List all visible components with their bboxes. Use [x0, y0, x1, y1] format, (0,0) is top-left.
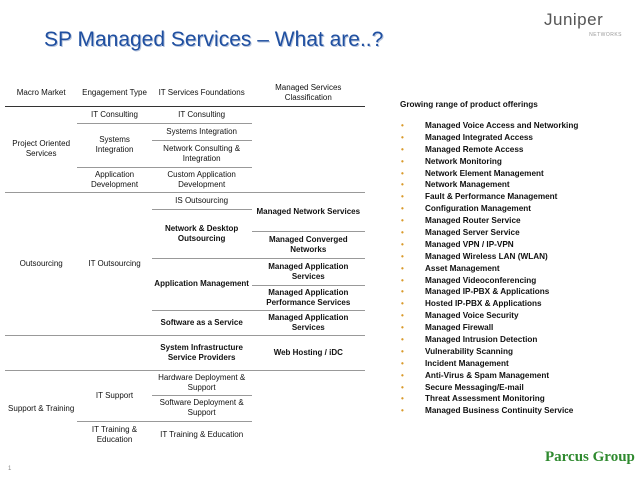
- bullet-icon: •: [401, 299, 404, 309]
- logo-sub: NETWORKS: [589, 32, 622, 38]
- bullet-icon: •: [401, 406, 404, 416]
- bullet-icon: •: [401, 228, 404, 238]
- foundation-custom-application-development: Custom Application Development: [152, 167, 252, 192]
- bullet-icon: •: [401, 287, 404, 297]
- foundation-network-consulting: Network Consulting & Integration: [152, 140, 252, 167]
- bullet-icon: •: [401, 180, 404, 190]
- offering-label: Managed Router Service: [425, 216, 521, 226]
- bullet-icon: •: [401, 132, 404, 142]
- bullet-icon: •: [401, 346, 404, 356]
- offering-label: Managed Server Service: [425, 228, 520, 238]
- offering-item: [398, 358, 638, 370]
- classification-web-hosting: Web Hosting / iDC: [252, 335, 365, 370]
- engagement-it-training: IT Training & Education: [91, 424, 138, 444]
- bullet-icon: •: [401, 394, 404, 404]
- header-engagement-type: Engagement Type: [82, 87, 147, 97]
- services-table: [5, 80, 365, 448]
- offering-item: [398, 132, 638, 144]
- classification-managed-application-services-2: Managed Application Services: [252, 310, 365, 335]
- bullet-icon: •: [401, 156, 404, 166]
- offering-item: [398, 310, 638, 322]
- offering-item: [398, 346, 638, 358]
- bullet-icon: •: [401, 121, 404, 130]
- offering-item: [398, 239, 638, 251]
- bullet-icon: •: [401, 311, 404, 321]
- offering-label: Managed Intrusion Detection: [425, 335, 538, 345]
- foundation-systems-integration: Systems Integration: [152, 123, 252, 140]
- offering-item: [398, 382, 638, 394]
- offering-item: [398, 156, 638, 168]
- offering-item: [398, 298, 638, 310]
- offering-item: [398, 275, 638, 287]
- offering-item: [398, 263, 638, 275]
- offering-item: [398, 179, 638, 191]
- offering-item: [398, 120, 638, 132]
- offering-item: [398, 215, 638, 227]
- bullet-icon: •: [401, 144, 404, 154]
- offering-item: [398, 286, 638, 298]
- offering-item: [398, 251, 638, 263]
- engagement-it-outsourcing: IT Outsourcing: [77, 192, 151, 335]
- offering-label: Managed Voice Security: [425, 311, 519, 321]
- offering-label: Managed Videoconferencing: [425, 275, 537, 285]
- offering-label: Network Element Management: [425, 168, 544, 178]
- header-managed-services-classification: Managed Services Classification: [275, 82, 342, 102]
- macro-support-training: Support & Training: [8, 404, 75, 414]
- offering-item: [398, 405, 638, 417]
- classification-blank: [252, 106, 365, 192]
- offering-item: [398, 227, 638, 239]
- logo-word: Juniper: [544, 10, 604, 29]
- offering-label: Fault & Performance Management: [425, 192, 558, 202]
- offering-label: Managed IP-PBX & Applications: [425, 287, 550, 297]
- bullet-icon: •: [401, 335, 404, 345]
- bullet-icon: •: [401, 192, 404, 202]
- macro-outsourcing: Outsourcing: [5, 192, 77, 335]
- bullet-icon: •: [401, 358, 404, 368]
- offering-label: Configuration Management: [425, 204, 531, 214]
- offering-label: Hosted IP-PBX & Applications: [425, 299, 542, 309]
- bullet-icon: •: [401, 382, 404, 392]
- foundation-software-deployment: Software Deployment & Support: [152, 395, 252, 421]
- offerings-heading: Growing range of product offerings: [400, 100, 538, 109]
- offering-item: [398, 191, 638, 203]
- foundation-is-outsourcing: IS Outsourcing: [152, 192, 252, 209]
- foundation-software-as-a-service: Software as a Service: [152, 310, 252, 335]
- foundation-application-management: Application Management: [152, 258, 252, 310]
- macro-blank: [5, 335, 77, 370]
- offering-label: Secure Messaging/E-mail: [425, 382, 524, 392]
- offering-label: Anti-Virus & Spam Management: [425, 370, 550, 380]
- bullet-icon: •: [401, 323, 404, 333]
- juniper-logo: [540, 8, 626, 38]
- offering-label: Managed Firewall: [425, 323, 494, 333]
- foundation-it-consulting: IT Consulting: [152, 106, 252, 123]
- offering-label: Managed Wireless LAN (WLAN): [425, 251, 548, 261]
- bullet-icon: •: [401, 168, 404, 178]
- header-macro-market: Macro Market: [16, 87, 66, 97]
- offering-label: Network Management: [425, 180, 510, 190]
- offering-label: Network Monitoring: [425, 156, 502, 166]
- classification-managed-converged-networks: Managed Converged Networks: [252, 231, 365, 258]
- bullet-icon: •: [401, 275, 404, 285]
- offering-item: [398, 322, 638, 334]
- bullet-icon: •: [401, 204, 404, 214]
- macro-project-oriented: Project Oriented Services: [5, 106, 77, 192]
- bullet-icon: •: [401, 239, 404, 249]
- offering-label: Managed Integrated Access: [425, 132, 533, 142]
- offering-label: Managed Business Continuity Service: [425, 406, 574, 416]
- offering-label: Managed VPN / IP-VPN: [425, 239, 514, 249]
- bullet-icon: •: [401, 216, 404, 226]
- engagement-it-support: IT Support: [77, 370, 151, 421]
- foundation-network-desktop-outsourcing: Network & Desktop Outsourcing: [152, 209, 252, 258]
- foundation-system-infrastructure: System Infrastructure Service Providers: [152, 335, 252, 370]
- classification-managed-app-performance: Managed Application Performance Services: [252, 285, 365, 310]
- offering-item: [398, 334, 638, 346]
- engagement-application-development: Application Development: [77, 167, 151, 192]
- foundation-it-training: IT Training & Education: [160, 429, 244, 439]
- foundation-hardware-deployment: Hardware Deployment & Support: [152, 370, 252, 395]
- classification-blank-2: [252, 370, 365, 448]
- offering-item: [398, 203, 638, 215]
- bullet-icon: •: [401, 370, 404, 380]
- engagement-it-consulting: IT Consulting: [77, 106, 151, 123]
- offering-item: [398, 370, 638, 382]
- offerings-panel: [398, 100, 638, 417]
- offering-label: Managed Voice Access and Networking: [425, 121, 579, 130]
- page-marker: 1: [8, 466, 12, 472]
- engagement-blank: [77, 335, 151, 370]
- offering-label: Vulnerability Scanning: [425, 346, 513, 356]
- slide-title: SP Managed Services – What are..?: [44, 28, 384, 51]
- bullet-icon: •: [401, 251, 404, 261]
- parcus-group-logo: Parcus Group: [545, 449, 635, 465]
- engagement-systems-integration: Systems Integration: [77, 123, 151, 167]
- offering-label: Asset Management: [425, 263, 500, 273]
- bullet-icon: •: [401, 263, 404, 273]
- offering-item: [398, 144, 638, 156]
- classification-managed-network-services: Managed Network Services: [252, 192, 365, 231]
- classification-managed-application-services: Managed Application Services: [252, 258, 365, 285]
- offering-item: [398, 168, 638, 180]
- offering-label: Managed Remote Access: [425, 144, 524, 154]
- offerings-list: [398, 120, 638, 417]
- offering-item: [398, 393, 638, 405]
- offering-label: Threat Assessment Monitoring: [425, 394, 545, 404]
- header-it-services-foundations: IT Services Foundations: [158, 87, 245, 97]
- offering-label: Incident Management: [425, 358, 509, 368]
